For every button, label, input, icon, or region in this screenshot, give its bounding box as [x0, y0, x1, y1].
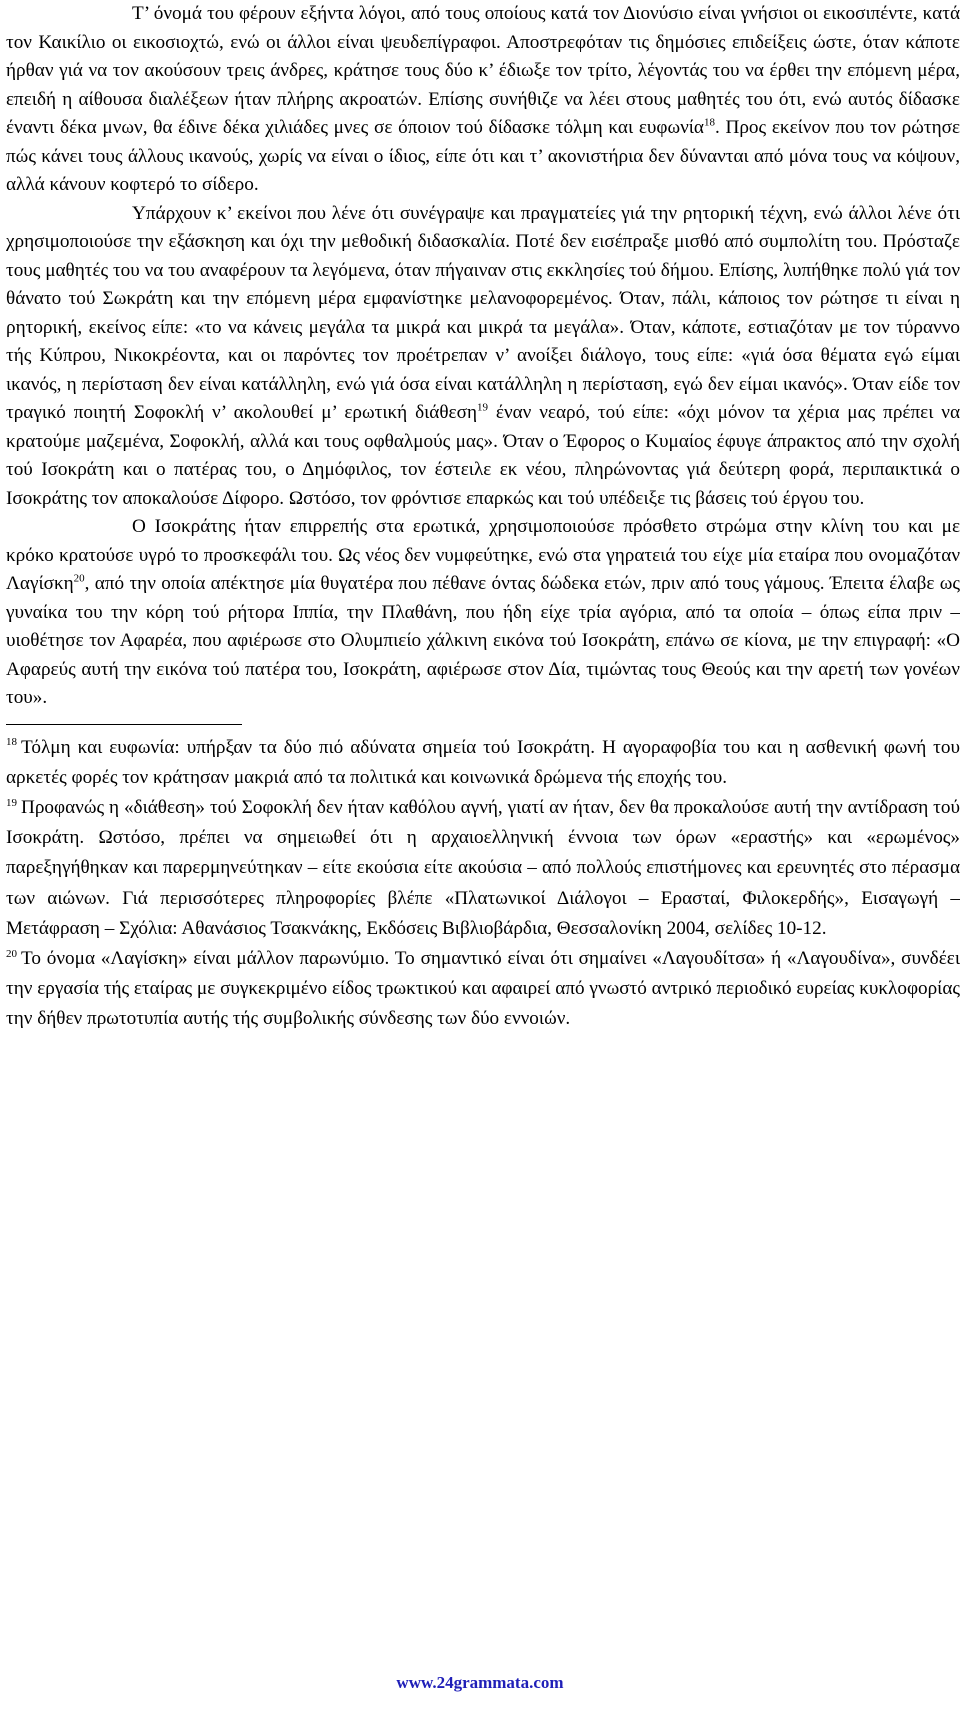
footnote-18 [6, 733, 960, 793]
footnote-number: 19 [6, 796, 17, 809]
paragraph-2-part-a: Υπάρχουν κ’ εκείνοι που λένε ότι συνέγραψε και πραγματείες γιά την ρητορική τέχνη, ενώ άλλοι λένε ότι χρησιμοποιούσε την εξάσκηση και όχι την μεθοδική διδασκαλία. Ποτέ δεν εισέπραξε μισθό από συμπολίτη του. Πρόσταζε τους μαθητές του να του αναφέρουν τα λεγόμενα, όταν πήγαιναν στις εκκλησίες τού δήμου. Επίσης, λυπήθηκε πολύ γιά τον θάνατο τού Σωκράτη και την επόμενη μέρα εμφανίστηκε μελανοφορεμένος. Όταν, πάλι, κάποιος τον ρώτησε τι είναι η ρητορική, εκείνος είπε: «το να κάνεις μεγάλα τα μικρά και μικρά τα μεγάλα». Όταν, κάποτε, εστιαζόταν με τον τύραννο τής Κύπρου, Νικοκρέοντα, και οι παρόντες τον προέτρεπαν ν’ ανοίξει διάλογο, τους είπε: «γιά όσα θέματα εγώ είμαι ικανός, η περίσταση δεν είναι κατάλληλη, ενώ γιά όσα είναι κατάλληλη η περίσταση, εγώ δεν είμαι ικανός». Όταν είδε τον τραγικό ποιητή Σοφοκλή ν’ ακολουθεί μ’ ερωτική διάθεση [6, 202, 960, 423]
footnote-text: Τόλμη και ευφωνία: υπήρξαν τα δύο πιό αδύνατα σημεία τού Ισοκράτη. Η αγοραφοβία του και η ασθενική φωνή του αρκετές φορές τον κράτησαν μακριά από τα πολιτικά και κοινωνικά δρώμενα τής εποχής του. [6, 736, 960, 788]
paragraph-1-part-a: Τ’ όνομά του φέρουν εξήντα λόγοι, από τους οποίους κατά τον Διονύσιο είναι γνήσιοι οι εικοσιπέντε, κατά τον Καικίλιο οι εικοσιοχτώ, ενώ οι άλλοι είναι ψευδεπίγραφοι. Αποστρεφόταν τις δημόσιες επιδείξεις ώστε, όταν κάποτε ήρθαν γιά να τον ακούσουν τρεις άνδρες, κράτησε τους δύο κ’ έδιωξε τον τρίτο, λέγοντάς του να έρθει την επόμενη μέρα, επειδή η αίθουσα διαλέξεων ήταν πλήρης ακροατών. Επίσης συνήθιζε να λέει στους μαθητές του ότι, ενώ αυτός δίδασκε έναντι δέκα μνων, θα έδινε δέκα χιλιάδες μνες σε όποιον τού δίδασκε τόλμη και ευφωνία [6, 3, 960, 138]
footnote-text: Προφανώς η «διάθεση» τού Σοφοκλή δεν ήταν καθόλου αγνή, γιατί αν ήταν, δεν θα προκαλούσε αυτή την αντίδραση τού Ισοκράτη. Ωστόσο, πρέπει να σημειωθεί ότι η αρχαιοελληνική έννοια των όρων «εραστής» και «ερωμένος» παρεξηγήθηκαν και παρερμηνεύτηκαν – είτε εκούσια είτε ακούσια – από πολλούς επιστήμονες και ερευνητές στο πέρασμα των αιώνων. Γιά περισσότερες πληροφορίες βλέπε «Πλατωνικοί Διάλογοι – Ερασταί, Φιλοκερδής», Εισαγωγή – Μετάφραση – Σχόλια: Αθανάσιος Τσακνάκης, Εκδόσεις Βιβλιοβάρδια, Θεσσαλονίκη 2004, σελίδες 10-12. [6, 796, 960, 939]
footnote-number: 18 [6, 736, 17, 749]
paragraph-2-part-b: έναν νεαρό, τού είπε: «όχι μόνον τα χέρια μας πρέπει να κρατούμε μαζεμένα, Σοφοκλή, αλλά και τους οφθαλμούς μας». Όταν ο Έφορος ο Κυμαίος έφυγε άπρακτος από την σχολή τού Ισοκράτη και ο πατέρας του, ο Δημόφιλος, τον έστειλε εκ νέου, πληρώνοντας γιά δεύτερη φορά, περιπαικτικά ο Ισοκράτης τον αποκαλούσε Δίφορο. Ωστόσο, τον φρόντισε επαρκώς και τού υπέδειξε τις βάσεις τού έργου του. [6, 402, 960, 509]
footer-site-link[interactable]: www.24grammata.com [396, 1673, 564, 1692]
footnote-text: Το όνομα «Λαγίσκη» είναι μάλλον παρωνύμιο. Το σημαντικό είναι ότι σημαίνει «Λαγουδίτσα» ή «Λαγουδίνα», συνδέει την εργασία τής εταίρας με συγκεκριμένο είδος τρωκτικού και αφαιρεί από γνωστό αντρικό περιοδικό ευρείας κυκλοφορίας την δήθεν πρωτοτυπία αυτής τής συμβολικής σύνδεσης των δύο εννοιών. [6, 947, 960, 1030]
paragraph-3 [6, 513, 960, 713]
footnotes [6, 733, 960, 1035]
footnote-ref-18[interactable]: 18 [703, 116, 715, 129]
paragraph-3-part-a: Ο Ισοκράτης ήταν επιρρεπής στα ερωτικά, χρησιμοποιούσε πρόσθετο στρώμα στην κλίνη του και με κρόκο κρατούσε υγρό το προσκεφάλι του. Ως νέος δεν νυμφεύτηκε, ενώ στα γηρατειά του είχε μία εταίρα που ονομαζόταν Λαγίσκη [6, 516, 960, 594]
footnote-ref-20[interactable]: 20 [73, 572, 85, 585]
document-page [6, 0, 960, 1035]
footnote-separator [6, 724, 242, 725]
footnote-number: 20 [6, 947, 17, 960]
footnote-20 [6, 944, 960, 1035]
paragraph-1 [6, 0, 960, 200]
footnote-ref-19[interactable]: 19 [476, 401, 488, 414]
footnote-19 [6, 793, 960, 944]
paragraph-3-part-b: , από την οποία απέκτησε μία θυγατέρα που πέθανε όντας δώδεκα ετών, πριν από τους γάμους. Έπειτα έλαβε ως γυναίκα του την κόρη τού ρήτορα Ιππία, την Πλαθάνη, που ήδη είχε τρία αγόρια, από τα οποία – όπως είπα πριν – υιοθέτησε τον Αφαρέα, που αφιέρωσε στο Ολυμπιείο χάλκινη εικόνα τού Ισοκράτη, επάνω σε κίονα, με την επιγραφή: «Ο Αφαρεύς αυτή την εικόνα τού πατέρα του, Ισοκράτη, αφιέρωσε στον Δία, τιμώντας τους Θεούς και την αρετή των γονέων του». [6, 573, 960, 708]
paragraph-1-part-b: . Προς εκείνον που τον ρώτησε πώς κάνει τους άλλους ικανούς, χωρίς να είναι ο ίδιος, είπε ότι και τ’ ακονιστήρια δεν δύνανται από μόνα τους να κόψουν, αλλά κάνουν κοφτερό το σίδερο. [6, 117, 960, 195]
paragraph-2 [6, 200, 960, 514]
main-text [6, 0, 960, 713]
